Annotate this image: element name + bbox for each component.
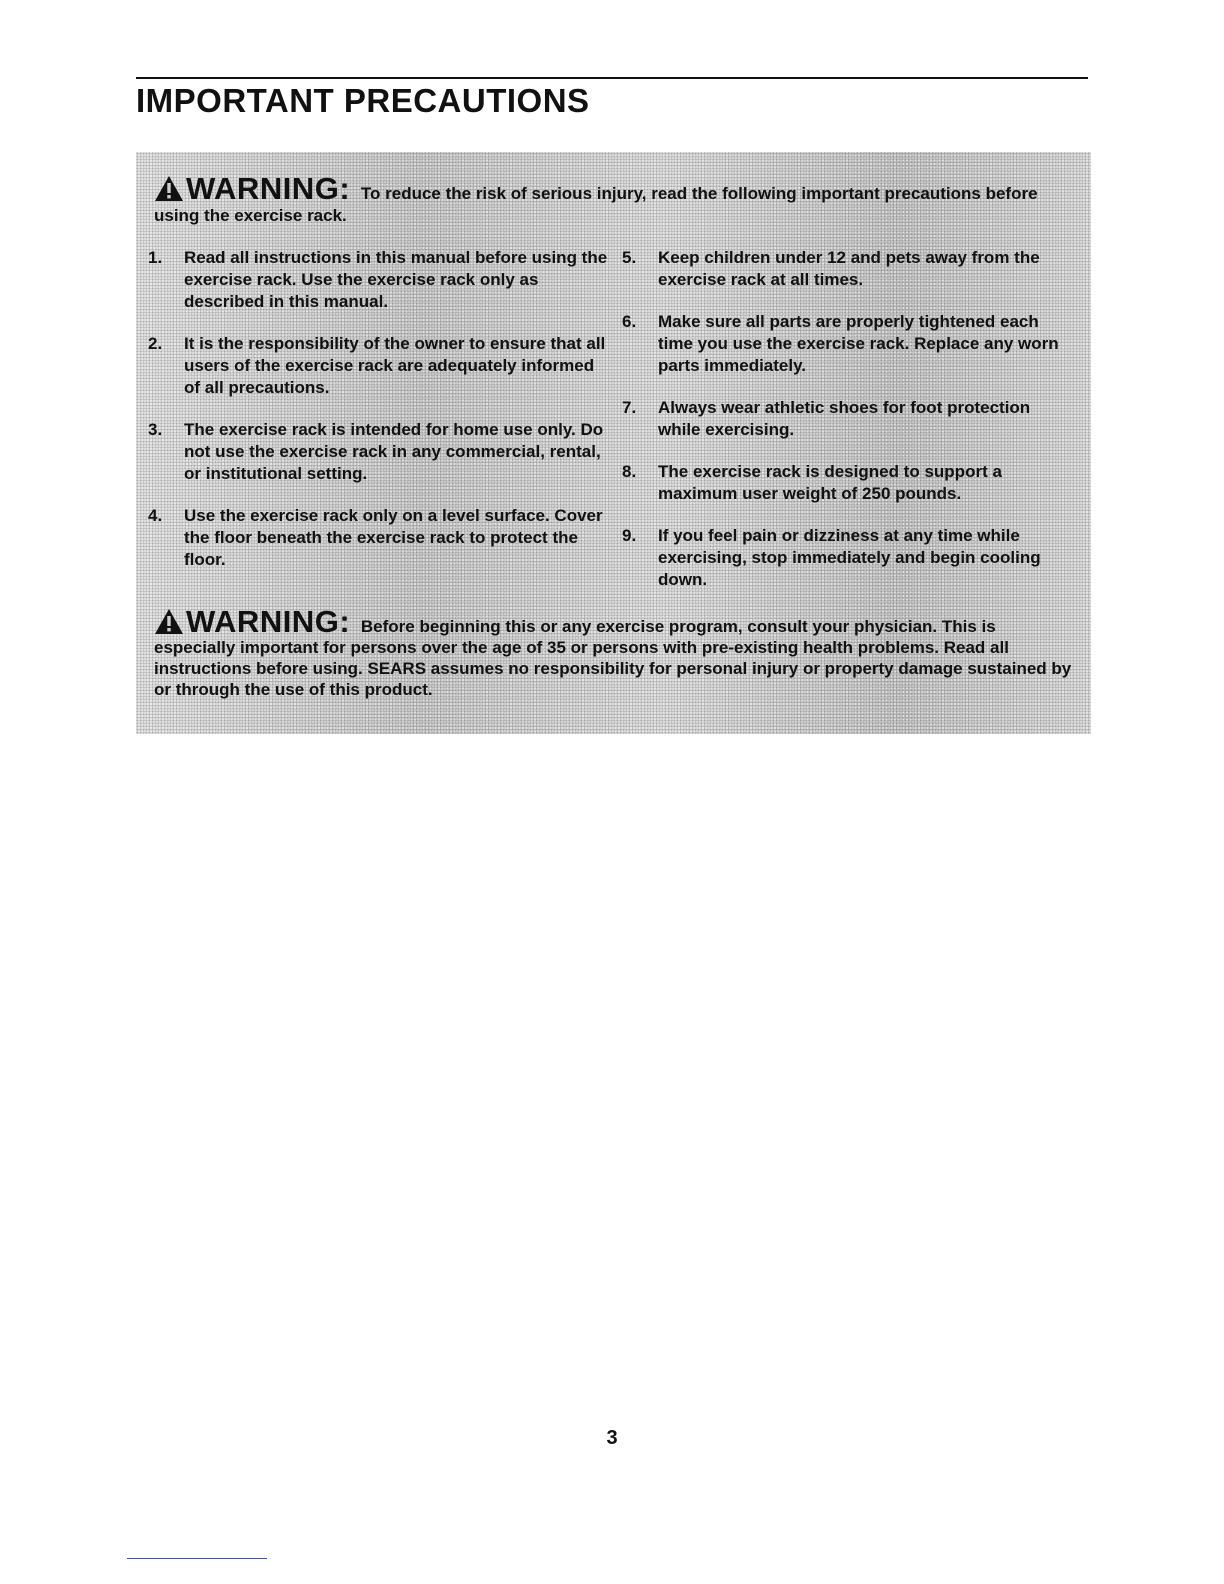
- warning-bottom-label: WARNING:: [186, 604, 351, 639]
- precaution-item: [148, 419, 608, 485]
- precaution-item: [148, 247, 608, 313]
- precaution-item: [622, 461, 1072, 505]
- precaution-text: Always wear athletic shoes for foot protection while exercising.: [658, 398, 1031, 439]
- precaution-text: It is the responsibility of the owner to ensure that all users of the exercise rack are adequately informed of all precautions.: [184, 334, 606, 397]
- title-rule: [136, 77, 1088, 79]
- precaution-text: Make sure all parts are properly tightened each time you use the exercise rack. Replace any worn parts immediately.: [658, 312, 1059, 375]
- warning-triangle-icon: [154, 608, 184, 635]
- precaution-number: 8.: [622, 462, 637, 481]
- warning-panel: [136, 152, 1091, 734]
- warning-triangle-icon: [154, 175, 184, 202]
- precaution-item: [622, 311, 1072, 377]
- warning-top: [154, 172, 1079, 227]
- precaution-text: Read all instructions in this manual before using the exercise rack. Use the exercise rack only as described in this manual.: [184, 248, 608, 311]
- precaution-number: 2.: [148, 334, 163, 353]
- precaution-item: [622, 525, 1072, 591]
- page-number: 3: [606, 1427, 618, 1449]
- precaution-item: [148, 333, 608, 399]
- warning-bottom-heading: [154, 604, 351, 639]
- precaution-number: 9.: [622, 526, 637, 545]
- precautions-left-column: [148, 247, 608, 591]
- precaution-number: 3.: [148, 420, 163, 439]
- warning-bottom: [154, 605, 1074, 700]
- precaution-text: The exercise rack is designed to support a maximum user weight of 250 pounds.: [658, 462, 1002, 503]
- precaution-text: Use the exercise rack only on a level surface. Cover the floor beneath the exercise rack to protect the floor.: [184, 506, 603, 569]
- precaution-item: [622, 397, 1072, 441]
- precaution-text: Keep children under 12 and pets away from the exercise rack at all times.: [658, 248, 1040, 289]
- precaution-item: [148, 505, 608, 571]
- page-title: IMPORTANT PRECAUTIONS: [136, 82, 590, 119]
- precaution-text: The exercise rack is intended for home use only. Do not use the exercise rack in any commercial, rental, or institutional setting.: [184, 420, 604, 483]
- precaution-number: 6.: [622, 312, 637, 331]
- warning-top-text: To reduce the risk of serious injury, read the following important precautions before using the exercise rack.: [154, 184, 1038, 225]
- precaution-number: 7.: [622, 398, 637, 417]
- footer-rule: [127, 1558, 267, 1559]
- precaution-text: If you feel pain or dizziness at any time while exercising, stop immediately and begin cooling down.: [658, 526, 1041, 589]
- warning-top-heading: [154, 171, 351, 206]
- warning-top-label: WARNING:: [186, 171, 351, 206]
- warning-bottom-text: Before beginning this or any exercise program, consult your physician. This is especially important for persons over the age of 35 or persons with pre-existing health problems. Read all instructions before using. SEARS assumes no responsibility for personal injury or property damage sustained by or through the use of this product.: [154, 617, 1072, 699]
- precaution-number: 1.: [148, 248, 163, 267]
- precaution-number: 5.: [622, 248, 637, 267]
- precaution-item: [622, 247, 1072, 291]
- precaution-number: 4.: [148, 506, 163, 525]
- precautions-right-column: [622, 247, 1072, 611]
